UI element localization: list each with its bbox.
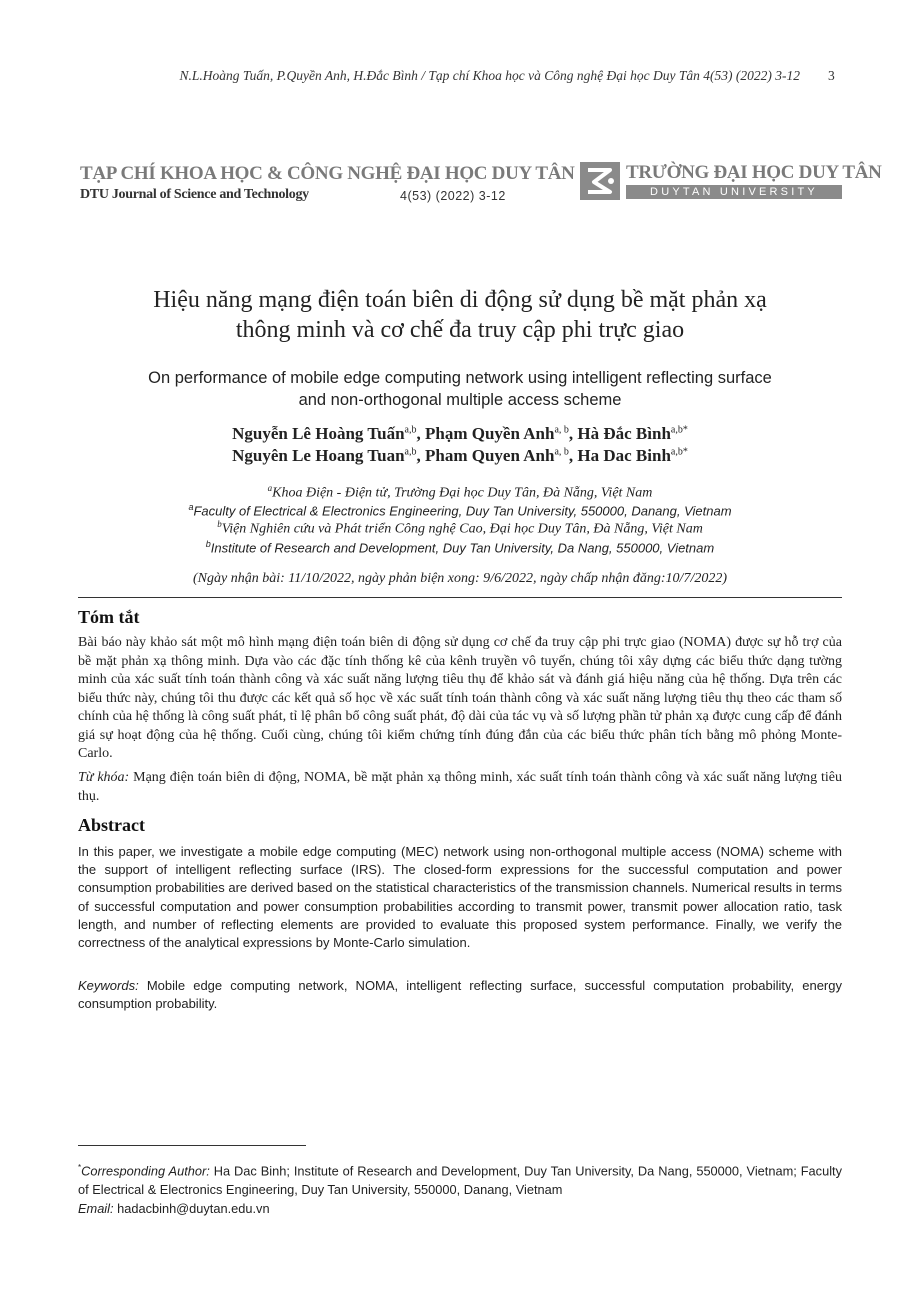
author-name: Phạm Quyền Anh [425,424,555,443]
paper-title-en [60,367,860,411]
keywords-en-text: Mobile edge computing network, NOMA, intelligent reflecting surface, successful computation probability, energy consumption probability. [78,978,842,1012]
author-name: Nguyễn Lê Hoàng Tuấn [232,424,405,443]
author-affil-sup: a,b [404,424,417,436]
email-label: Email: [78,1201,114,1217]
university-logo [580,162,882,200]
authors-en [60,446,860,466]
abstract-en-heading: Abstract [78,815,145,835]
email-address[interactable]: hadacbinh@duytan.edu.vn [117,1201,270,1217]
keywords-vi-label: Từ khóa: [78,770,130,785]
abstract-vi-body: Bài báo này khảo sát một mô hình mạng điện toán biên di động sử dụng cơ chế đa truy cập phi trực giao (NOMA) được sự hỗ trợ của bề mặt phản xạ thông minh. Dựa vào các đặc tính thống kê của kênh truyền vô tuyến, chúng tôi xây dựng các biểu thức dạng tường minh của xác suất tính toán thành công và xác suất năng lượng tiêu thụ để khảo sát và đánh giá hiệu năng của hệ thống. Dựa trên các biểu thức này, chúng tôi thu được các kết quả số học về xác suất tính toán thành công và xác suất năng lượng tiêu thụ theo các tham số chính của hệ thống là công suất phát, tỉ lệ phân bổ công suất phát, độ dài của tác vụ và số lượng phần tử phản xạ được cung cấp để đánh giá sự hoạt động của hệ thống. Cuối cùng, chúng tôi kiểm chứng tính đúng đắn của các biểu thức phân tích bằng mô phỏng Monte-Carlo. [78,635,842,761]
affiliation-sup: b [217,519,222,529]
abstract-en-body: In this paper, we investigate a mobile edge computing (MEC) network using non-orthogonal multiple access (NOMA) scheme with the support of intelligent reflecting surface (IRS). The closed-form expressions for the successful computation and power consumption probabilities are derived based on the statistical characteristics of the transmission channels. Numerical results in terms of successful computation and power consumption probabilities according to transmit power, transmit power allocation ratio, task length, and number of reflecting elements are provided to evaluate this proposed system performance. Finally, we verify the correctness of the analytical expressions by Monte-Carlo simulation. [78,844,842,951]
affiliation-sup: a [188,502,194,512]
author-affil-sup: a, b [554,424,569,436]
corresponding-author-label: Corresponding Author: [81,1163,210,1179]
affiliation-text: Viện Nghiên cứu và Phát triển Công nghệ Cao, Đại học Duy Tân, Đà Nẵng, Việt Nam [221,521,703,537]
abstract-vi-heading: Tóm tắt [78,607,140,627]
university-subtitle: DUYTAN UNIVERSITY [626,185,842,199]
author-separator: , [416,446,425,465]
author-name: Nguyên Le Hoang Tuan [232,446,405,465]
affiliation [60,539,860,555]
affiliation [60,483,860,502]
university-emblem-icon [580,162,620,200]
author-affil-sup: a,b [404,446,417,458]
author-separator: , [568,446,578,465]
email-line [78,1199,842,1218]
section-divider [78,597,842,598]
author-affil-sup: a,b* [670,446,688,458]
paper-title-en-line1: On performance of mobile edge computing network using intelligent reflecting surface [148,369,772,387]
corresponding-author-text: Ha Dac Binh; Institute of Research and Development, Duy Tan University, Da Nang, 550000, Vietnam; Faculty of Electrical & Electronics Engineering, Duy Tan University, 550000, Danang, Vietnam [78,1163,842,1198]
author-name: Ha Dac Binh [577,446,671,465]
journal-issue: 4(53) (2022) 3-12 [400,189,506,203]
author-separator: , [416,424,425,443]
university-name: TRƯỜNG ĐẠI HỌC DUY TÂN [626,162,882,183]
journal-name-en: DTU Journal of Science and Technology [80,187,309,202]
running-head: N.L.Hoàng Tuấn, P.Quyền Anh, H.Đắc Bình / Tạp chí Khoa học và Công nghệ Đại học Duy Tân 4(53) (2022) 3-12 [179,68,800,83]
authors-vi [60,424,860,444]
author-affil-sup: a, b [554,446,569,458]
footnote-divider [78,1145,306,1146]
paper-title-vi-line1: Hiệu năng mạng điện toán biên di động sử dụng bề mặt phản xạ [153,287,767,313]
author-name: Pham Quyen Anh [425,446,555,465]
keywords-en-label: Keywords: [78,978,139,993]
corresponding-author-footnote [78,1158,842,1218]
keywords-en [78,977,842,1013]
corresponding-author-line [78,1158,842,1199]
author-name: Hà Đắc Bình [577,424,671,443]
affiliation-sup: a [267,483,273,493]
author-affil-sup: a,b* [670,424,688,436]
affiliation [60,519,860,538]
keywords-vi-text: Mạng điện toán biên di động, NOMA, bề mặt phản xạ thông minh, xác suất tính toán thành công và xác suất năng lượng tiêu thụ. [78,770,842,804]
journal-name-vi: TẠP CHÍ KHOA HỌC & CÔNG NGHỆ ĐẠI HỌC DUY TÂN [80,163,575,184]
author-separator: , [568,424,578,443]
page-number: 3 [828,68,835,83]
keywords-vi [78,769,842,806]
affiliation-text: Faculty of Electrical & Electronics Engineering, Duy Tan University, 550000, Danang, Vietnam [193,503,732,519]
affiliation [60,502,860,518]
paper-title-vi-line2: thông minh và cơ chế đa truy cập phi trực giao [235,317,685,343]
footnote-marker: * [78,1163,82,1172]
paper-title-vi [60,285,860,345]
paper-title-en-line2: and non-orthogonal multiple access scheme [298,391,622,409]
submission-dates: (Ngày nhận bài: 11/10/2022, ngày phản biện xong: 9/6/2022, ngày chấp nhận đăng:10/7/2022) [192,571,727,586]
affiliation-text: Institute of Research and Development, Duy Tan University, Da Nang, 550000, Vietnam [210,540,715,556]
affiliation-text: Khoa Điện - Điện tử, Trường Đại học Duy Tân, Đà Nẵng, Việt Nam [272,485,653,501]
affiliation-sup: b [205,539,211,549]
